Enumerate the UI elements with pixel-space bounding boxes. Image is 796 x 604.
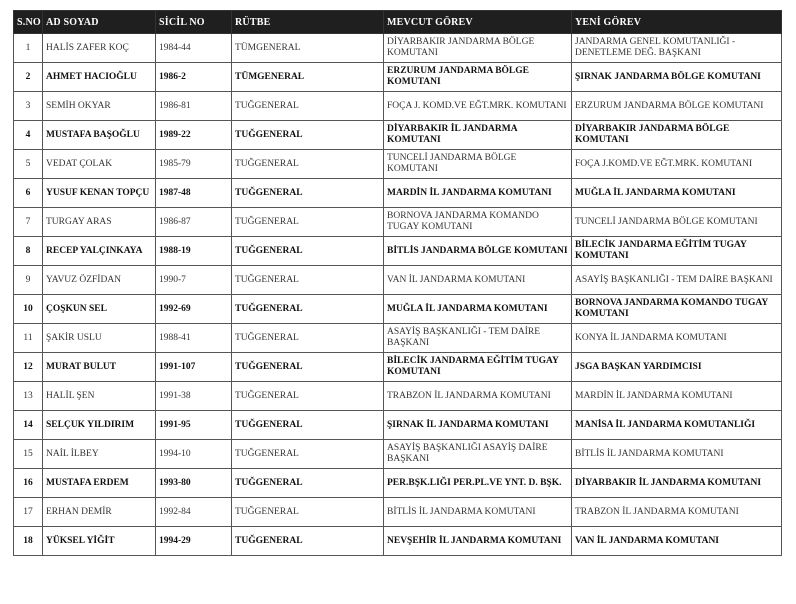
table-row — [14, 498, 782, 527]
cell-sicil: 1992-84 — [156, 498, 232, 527]
cell-no: 8 — [14, 237, 43, 266]
cell-sicil: 1991-107 — [156, 353, 232, 382]
cell-name: ERHAN DEMİR — [43, 498, 156, 527]
cell-name: MURAT BULUT — [43, 353, 156, 382]
cell-current-duty: DİYARBAKIR İL JANDARMA KOMUTANI — [384, 121, 572, 150]
cell-no: 4 — [14, 121, 43, 150]
cell-current-duty: BİLECİK JANDARMA EĞİTİM TUGAY KOMUTANI — [384, 353, 572, 382]
cell-sicil: 1993-80 — [156, 469, 232, 498]
cell-name: NAİL İLBEY — [43, 440, 156, 469]
cell-new-duty: DİYARBAKIR JANDARMA BÖLGE KOMUTANI — [572, 121, 782, 150]
table-row — [14, 237, 782, 266]
cell-sicil: 1984-44 — [156, 34, 232, 63]
cell-name: SEMİH OKYAR — [43, 92, 156, 121]
cell-new-duty: TUNCELİ JANDARMA BÖLGE KOMUTANI — [572, 208, 782, 237]
cell-no: 5 — [14, 150, 43, 179]
table-row — [14, 92, 782, 121]
table-row — [14, 324, 782, 353]
cell-current-duty: ERZURUM JANDARMA BÖLGE KOMUTANI — [384, 63, 572, 92]
cell-sicil: 1986-87 — [156, 208, 232, 237]
cell-sicil: 1994-10 — [156, 440, 232, 469]
cell-name: YÜKSEL YİĞİT — [43, 527, 156, 556]
cell-rank: TUĞGENERAL — [232, 527, 384, 556]
assignment-table — [13, 10, 782, 556]
cell-rank: TÜMGENERAL — [232, 34, 384, 63]
header-sicil: SİCİL NO — [156, 11, 232, 34]
cell-sicil: 1986-81 — [156, 92, 232, 121]
cell-new-duty: TRABZON İL JANDARMA KOMUTANI — [572, 498, 782, 527]
cell-no: 11 — [14, 324, 43, 353]
cell-sicil: 1985-79 — [156, 150, 232, 179]
cell-name: SELÇUK YILDIRIM — [43, 411, 156, 440]
cell-name: ÇOŞKUN SEL — [43, 295, 156, 324]
cell-sicil: 1991-38 — [156, 382, 232, 411]
cell-current-duty: TRABZON İL JANDARMA KOMUTANI — [384, 382, 572, 411]
cell-current-duty: DİYARBAKIR JANDARMA BÖLGE KOMUTANI — [384, 34, 572, 63]
table-row — [14, 469, 782, 498]
cell-no: 15 — [14, 440, 43, 469]
cell-sicil: 1991-95 — [156, 411, 232, 440]
cell-name: MUSTAFA ERDEM — [43, 469, 156, 498]
cell-new-duty: DİYARBAKIR İL JANDARMA KOMUTANI — [572, 469, 782, 498]
header-name: AD SOYAD — [43, 11, 156, 34]
cell-new-duty: FOÇA J.KOMD.VE EĞT.MRK. KOMUTANI — [572, 150, 782, 179]
cell-current-duty: VAN İL JANDARMA KOMUTANI — [384, 266, 572, 295]
cell-current-duty: BİTLİS JANDARMA BÖLGE KOMUTANI — [384, 237, 572, 266]
cell-no: 1 — [14, 34, 43, 63]
cell-current-duty: ASAYİŞ BAŞKANLIĞI ASAYİŞ DAİRE BAŞKANI — [384, 440, 572, 469]
table-row — [14, 266, 782, 295]
cell-sicil: 1987-48 — [156, 179, 232, 208]
cell-rank: TUĞGENERAL — [232, 121, 384, 150]
cell-sicil: 1994-29 — [156, 527, 232, 556]
table-body — [14, 34, 782, 556]
cell-no: 9 — [14, 266, 43, 295]
cell-no: 17 — [14, 498, 43, 527]
table-header — [14, 11, 782, 34]
cell-new-duty: MARDİN İL JANDARMA KOMUTANI — [572, 382, 782, 411]
cell-current-duty: ŞIRNAK İL JANDARMA KOMUTANI — [384, 411, 572, 440]
cell-no: 2 — [14, 63, 43, 92]
table-row — [14, 179, 782, 208]
header-row — [14, 11, 782, 34]
cell-new-duty: JSGA BAŞKAN YARDIMCISI — [572, 353, 782, 382]
cell-name: ŞAKİR USLU — [43, 324, 156, 353]
cell-sicil: 1988-19 — [156, 237, 232, 266]
header-rank: RÜTBE — [232, 11, 384, 34]
cell-no: 12 — [14, 353, 43, 382]
cell-current-duty: ASAYİŞ BAŞKANLIĞI - TEM DAİRE BAŞKANI — [384, 324, 572, 353]
cell-new-duty: VAN İL JANDARMA KOMUTANI — [572, 527, 782, 556]
cell-current-duty: BİTLİS İL JANDARMA KOMUTANI — [384, 498, 572, 527]
cell-current-duty: NEVŞEHİR İL JANDARMA KOMUTANI — [384, 527, 572, 556]
cell-rank: TÜMGENERAL — [232, 63, 384, 92]
cell-rank: TUĞGENERAL — [232, 208, 384, 237]
cell-current-duty: BORNOVA JANDARMA KOMANDO TUGAY KOMUTANI — [384, 208, 572, 237]
table-row — [14, 440, 782, 469]
cell-no: 6 — [14, 179, 43, 208]
cell-new-duty: BİLECİK JANDARMA EĞİTİM TUGAY KOMUTANI — [572, 237, 782, 266]
cell-rank: TUĞGENERAL — [232, 469, 384, 498]
cell-rank: TUĞGENERAL — [232, 179, 384, 208]
cell-name: HALİS ZAFER KOÇ — [43, 34, 156, 63]
cell-name: AHMET HACIOĞLU — [43, 63, 156, 92]
table-row — [14, 353, 782, 382]
cell-new-duty: MANİSA İL JANDARMA KOMUTANLIĞI — [572, 411, 782, 440]
table-row — [14, 208, 782, 237]
cell-sicil: 1986-2 — [156, 63, 232, 92]
cell-new-duty: KONYA İL JANDARMA KOMUTANI — [572, 324, 782, 353]
table-row — [14, 34, 782, 63]
cell-sicil: 1992-69 — [156, 295, 232, 324]
cell-new-duty: ERZURUM JANDARMA BÖLGE KOMUTANI — [572, 92, 782, 121]
cell-name: YAVUZ ÖZFİDAN — [43, 266, 156, 295]
table-row — [14, 121, 782, 150]
cell-current-duty: FOÇA J. KOMD.VE EĞT.MRK. KOMUTANI — [384, 92, 572, 121]
cell-sicil: 1988-41 — [156, 324, 232, 353]
cell-new-duty: BİTLİS İL JANDARMA KOMUTANI — [572, 440, 782, 469]
cell-name: VEDAT ÇOLAK — [43, 150, 156, 179]
header-no: S.NO — [14, 11, 43, 34]
document-sheet — [13, 10, 781, 556]
cell-rank: TUĞGENERAL — [232, 498, 384, 527]
cell-rank: TUĞGENERAL — [232, 324, 384, 353]
cell-current-duty: TUNCELİ JANDARMA BÖLGE KOMUTANI — [384, 150, 572, 179]
cell-sicil: 1989-22 — [156, 121, 232, 150]
cell-rank: TUĞGENERAL — [232, 295, 384, 324]
cell-rank: TUĞGENERAL — [232, 150, 384, 179]
cell-no: 7 — [14, 208, 43, 237]
cell-no: 13 — [14, 382, 43, 411]
table-row — [14, 382, 782, 411]
cell-new-duty: MUĞLA İL JANDARMA KOMUTANI — [572, 179, 782, 208]
cell-rank: TUĞGENERAL — [232, 440, 384, 469]
cell-new-duty: ASAYİŞ BAŞKANLIĞI - TEM DAİRE BAŞKANI — [572, 266, 782, 295]
table-row — [14, 527, 782, 556]
cell-rank: TUĞGENERAL — [232, 237, 384, 266]
cell-rank: TUĞGENERAL — [232, 353, 384, 382]
cell-rank: TUĞGENERAL — [232, 92, 384, 121]
cell-new-duty: JANDARMA GENEL KOMUTANLIĞI - DENETLEME DEĞ. BAŞKANI — [572, 34, 782, 63]
cell-no: 14 — [14, 411, 43, 440]
cell-rank: TUĞGENERAL — [232, 382, 384, 411]
table-row — [14, 63, 782, 92]
table-row — [14, 411, 782, 440]
cell-name: YUSUF KENAN TOPÇU — [43, 179, 156, 208]
cell-new-duty: ŞIRNAK JANDARMA BÖLGE KOMUTANI — [572, 63, 782, 92]
cell-current-duty: PER.BŞK.LIĞI PER.PL.VE YNT. D. BŞK. — [384, 469, 572, 498]
cell-new-duty: BORNOVA JANDARMA KOMANDO TUGAY KOMUTANI — [572, 295, 782, 324]
header-current-duty: MEVCUT GÖREV — [384, 11, 572, 34]
cell-rank: TUĞGENERAL — [232, 411, 384, 440]
header-new-duty: YENİ GÖREV — [572, 11, 782, 34]
cell-rank: TUĞGENERAL — [232, 266, 384, 295]
cell-no: 3 — [14, 92, 43, 121]
cell-current-duty: MARDİN İL JANDARMA KOMUTANI — [384, 179, 572, 208]
cell-name: MUSTAFA BAŞOĞLU — [43, 121, 156, 150]
cell-no: 10 — [14, 295, 43, 324]
cell-name: TURGAY ARAS — [43, 208, 156, 237]
cell-no: 16 — [14, 469, 43, 498]
cell-current-duty: MUĞLA İL JANDARMA KOMUTANI — [384, 295, 572, 324]
table-row — [14, 295, 782, 324]
table-row — [14, 150, 782, 179]
cell-no: 18 — [14, 527, 43, 556]
cell-name: RECEP YALÇINKAYA — [43, 237, 156, 266]
cell-sicil: 1990-7 — [156, 266, 232, 295]
cell-name: HALİL ŞEN — [43, 382, 156, 411]
